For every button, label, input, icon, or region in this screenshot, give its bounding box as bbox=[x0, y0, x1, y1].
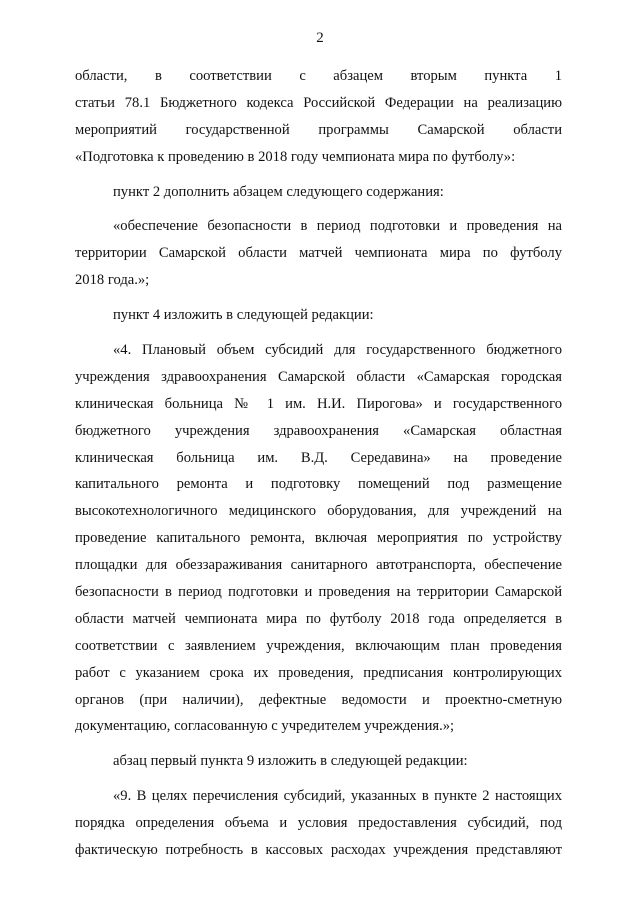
text-line: мероприятий государственной программы Самарской области bbox=[75, 121, 562, 138]
paragraph-gap bbox=[75, 294, 562, 302]
text-line: пункт 2 дополнить абзацем следующего содержания: bbox=[113, 183, 444, 200]
text-line: области матчей чемпионата мира по футболу 2018 года определяется в bbox=[75, 610, 562, 627]
text-line: пункт 4 изложить в следующей редакции: bbox=[113, 307, 374, 324]
paragraph-gap bbox=[75, 205, 562, 213]
text-line: безопасности в период подготовки и проведения на территории Самарской bbox=[75, 584, 562, 601]
text-line: работ с указанием срока их проведения, предписания контролирующих bbox=[75, 664, 562, 681]
text-line: клиническая больница им. В.Д. Середавина» на проведение bbox=[75, 449, 562, 466]
text-line: бюджетного учреждения здравоохранения «Самарская областная bbox=[75, 422, 562, 439]
text-line: области, в соответствии с абзацем вторым пункта 1 bbox=[75, 68, 562, 84]
text-line: «Подготовка к проведению в 2018 году чемпионата мира по футболу»: bbox=[75, 148, 516, 165]
text-line: учреждения здравоохранения Самарской области «Самарская городская bbox=[75, 368, 562, 385]
text-line: статьи 78.1 Бюджетного кодекса Российской Федерации на реализацию bbox=[75, 94, 562, 111]
text-line: 2018 года.»; bbox=[75, 272, 150, 289]
text-line: площадки для обеззараживания санитарного автотранспорта, обеспечение bbox=[75, 557, 562, 574]
text-line: «обеспечение безопасности в период подготовки и проведения на bbox=[113, 218, 562, 235]
document-body bbox=[75, 63, 562, 864]
text-line: территории Самарской области матчей чемпионата мира по футболу bbox=[75, 245, 562, 262]
text-line: абзац первый пункта 9 изложить в следующей редакции: bbox=[113, 753, 468, 770]
text-line: клиническая больница № 1 им. Н.И. Пирогова» и государственного bbox=[75, 395, 562, 412]
page-number: 2 bbox=[316, 30, 324, 46]
text-line: документацию, согласованную с учредителем учреждения.»; bbox=[75, 718, 455, 735]
text-line: порядка определения объема и условия предоставления субсидий, под bbox=[75, 815, 562, 832]
paragraph-gap bbox=[75, 775, 562, 783]
text-line: «9. В целях перечисления субсидий, указанных в пункте 2 настоящих bbox=[113, 788, 562, 805]
text-line: органов (при наличии), дефектные ведомости и проектно-сметную bbox=[75, 691, 562, 708]
paragraph-gap bbox=[75, 740, 562, 748]
paragraph-gap bbox=[75, 171, 562, 179]
text-line: проведение капитального ремонта, включая мероприятия по устройству bbox=[75, 530, 562, 547]
text-line: «4. Плановый объем субсидий для государственного бюджетного bbox=[113, 342, 562, 359]
text-line: фактическую потребность в кассовых расходах учреждения представляют bbox=[75, 842, 562, 859]
text-line: соответствии с заявлением учреждения, включающим план проведения bbox=[75, 637, 562, 654]
text-line: капитального ремонта и подготовку помещений под размещение bbox=[75, 476, 562, 493]
text-line: высокотехнологичного медицинского оборудования, для учреждений на bbox=[75, 503, 562, 520]
paragraph-gap bbox=[75, 329, 562, 337]
